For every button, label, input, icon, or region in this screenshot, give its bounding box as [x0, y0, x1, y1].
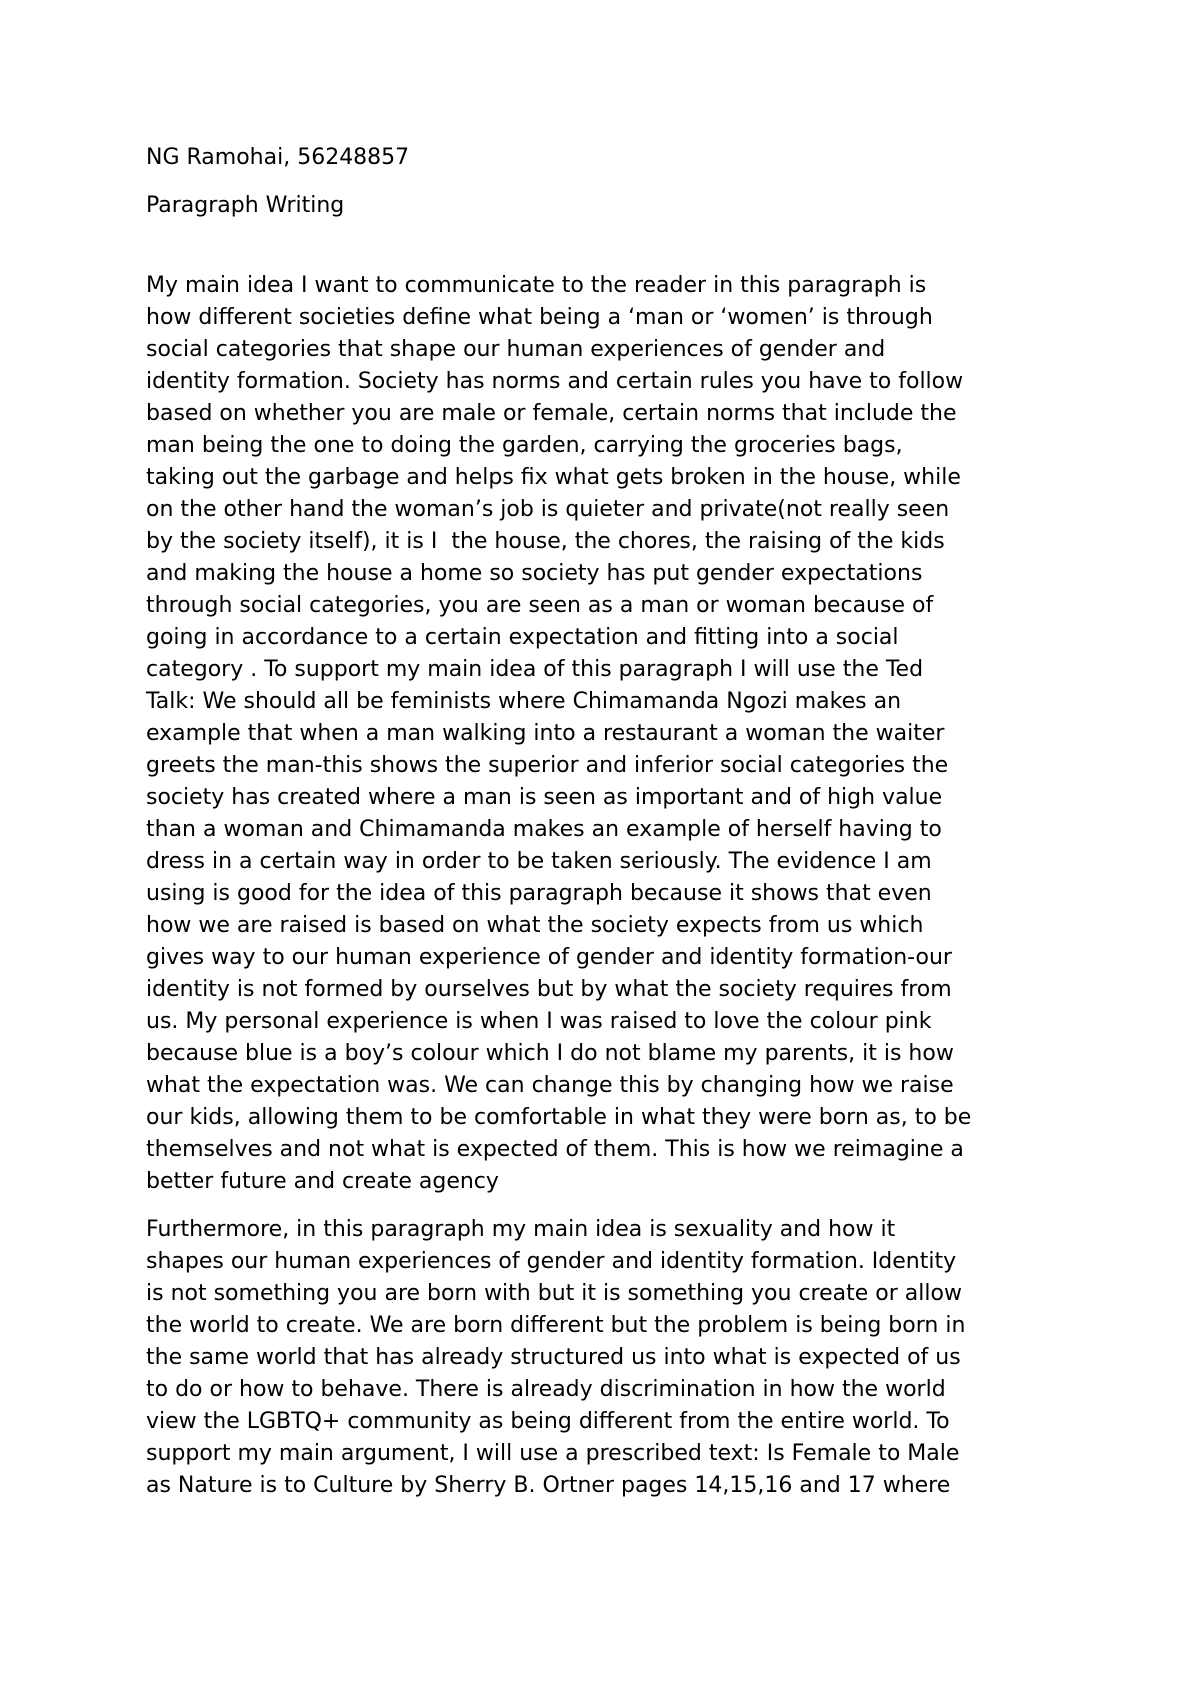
paragraph-line: category . To support my main idea of this paragraph I will use the Ted	[146, 657, 924, 682]
paragraph-line: identity formation. Society has norms and certain rules you have to follow	[146, 369, 964, 394]
paragraph-line: to do or how to behave. There is already discrimination in how the world	[146, 1377, 946, 1402]
paragraph-line: through social categories, you are seen as a man or woman because of	[146, 593, 934, 618]
paragraph-line: because blue is a boy’s colour which I do not blame my parents, it is how	[146, 1041, 954, 1066]
paragraph-line: support my main argument, I will use a prescribed text: Is Female to Male	[146, 1441, 960, 1466]
paragraph-line: than a woman and Chimamanda makes an example of herself having to	[146, 817, 942, 842]
paragraph-line: gives way to our human experience of gender and identity formation-our	[146, 945, 952, 970]
author-line: NG Ramohai, 56248857	[146, 145, 410, 170]
paragraph-line: as Nature is to Culture by Sherry B. Ortner pages 14,15,16 and 17 where	[146, 1473, 951, 1498]
paragraph-line: example that when a man walking into a restaurant a woman the waiter	[146, 721, 945, 746]
paragraph-line: by the society itself), it is I the house, the chores, the raising of the kids	[146, 529, 945, 554]
paragraph-line: us. My personal experience is when I was raised to love the colour pink	[146, 1009, 932, 1034]
paragraph-line: My main idea I want to communicate to the reader in this paragraph is	[146, 273, 927, 298]
paragraph-line: using is good for the idea of this paragraph because it shows that even	[146, 881, 932, 906]
paragraph-line: themselves and not what is expected of them. This is how we reimagine a	[146, 1137, 964, 1162]
paragraph-line: on the other hand the woman’s job is quieter and private(not really seen	[146, 497, 950, 522]
paragraph-line: how different societies define what being a ‘man or ‘women’ is through	[146, 305, 933, 330]
paragraph-line: Furthermore, in this paragraph my main idea is sexuality and how it	[146, 1217, 896, 1242]
paragraph-line: our kids, allowing them to be comfortable in what they were born as, to be	[146, 1105, 972, 1130]
paragraph-line: going in accordance to a certain expectation and fitting into a social	[146, 625, 899, 650]
paragraph-line: is not something you are born with but it is something you create or allow	[146, 1281, 962, 1306]
paragraph-line: what the expectation was. We can change this by changing how we raise	[146, 1073, 954, 1098]
paragraph-line: man being the one to doing the garden, carrying the groceries bags,	[146, 433, 903, 458]
paragraph-line: taking out the garbage and helps fix what gets broken in the house, while	[146, 465, 961, 490]
paragraph-line: view the LGBTQ+ community as being different from the entire world. To	[146, 1409, 950, 1434]
paragraph-line: identity is not formed by ourselves but by what the society requires from	[146, 977, 952, 1002]
paragraph-2	[146, 1214, 1076, 1502]
document-title: Paragraph Writing	[146, 193, 345, 218]
paragraph-line: society has created where a man is seen as important and of high value	[146, 785, 943, 810]
paragraph-line: based on whether you are male or female, certain norms that include the	[146, 401, 957, 426]
paragraph-line: the world to create. We are born different but the problem is being born in	[146, 1313, 966, 1338]
paragraph-line: better future and create agency	[146, 1169, 499, 1194]
paragraph-line: greets the man-this shows the superior and inferior social categories the	[146, 753, 949, 778]
document-body	[146, 142, 1076, 1518]
paragraph-line: dress in a certain way in order to be taken seriously. The evidence I am	[146, 849, 932, 874]
paragraph-line: how we are raised is based on what the society expects from us which	[146, 913, 924, 938]
paragraph-line: the same world that has already structured us into what is expected of us	[146, 1345, 961, 1370]
paragraph-1	[146, 270, 1076, 1198]
paragraph-line: Talk: We should all be feminists where Chimamanda Ngozi makes an	[146, 689, 902, 714]
paragraph-line: shapes our human experiences of gender and identity formation. Identity	[146, 1249, 957, 1274]
paragraph-line: social categories that shape our human experiences of gender and	[146, 337, 886, 362]
paragraph-line: and making the house a home so society has put gender expectations	[146, 561, 923, 586]
